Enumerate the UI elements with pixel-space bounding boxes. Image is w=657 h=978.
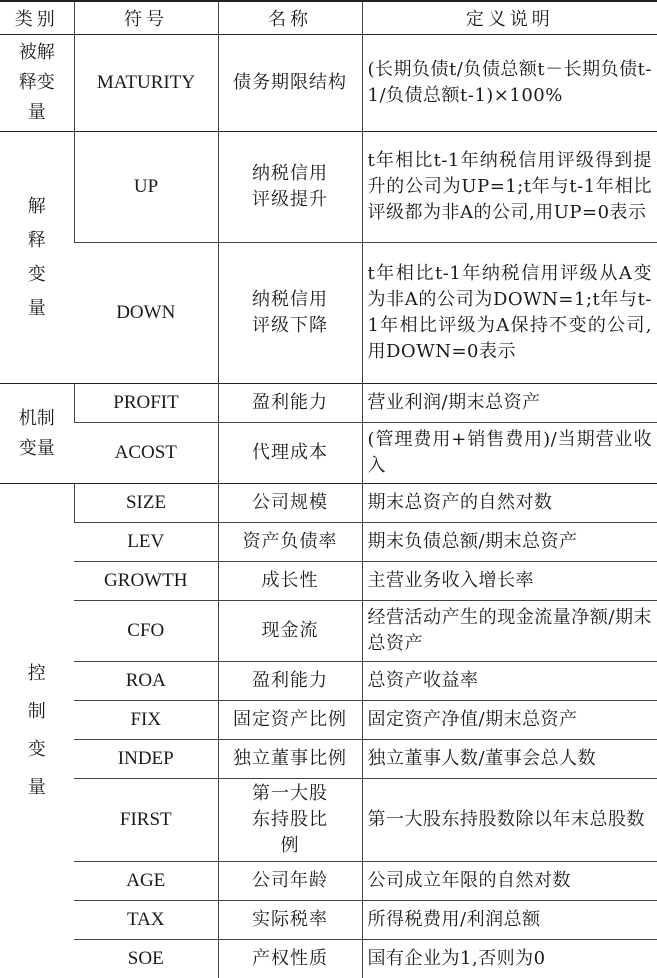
definition-cell: 所得税费用/利润总额 [362, 901, 657, 940]
symbol-cell: MATURITY [74, 35, 218, 132]
table-row [0, 862, 657, 901]
name-cell [218, 132, 362, 243]
name-cell: 成长性 [218, 562, 362, 601]
definition-cell: 公司成立年限的自然对数 [362, 862, 657, 901]
category-cell [0, 484, 74, 978]
symbol-cell: FIX [74, 701, 218, 740]
definition-cell: (管理费用+销售费用)/当期营业收入 [362, 423, 657, 484]
header-row [0, 1, 657, 35]
definition-cell: 期末总资产的自然对数 [362, 484, 657, 523]
name-text: 纳税信用评级下降 [247, 287, 333, 339]
table-body [0, 35, 657, 978]
symbol-cell: SOE [74, 940, 218, 978]
category-label: 控制变量 [27, 655, 47, 807]
table-row [0, 701, 657, 740]
symbol-cell: UP [74, 132, 218, 243]
name-text: 第一大股东持股比例 [243, 781, 337, 859]
name-cell: 代理成本 [218, 423, 362, 484]
category-label: 机制变量 [17, 404, 57, 464]
name-cell: 公司年龄 [218, 862, 362, 901]
category-cell [0, 384, 74, 484]
table-row [0, 35, 657, 132]
definition-cell: 国有企业为1,否则为0 [362, 940, 657, 978]
table-row [0, 523, 657, 562]
name-cell: 独立董事比例 [218, 740, 362, 779]
name-cell: 公司规模 [218, 484, 362, 523]
name-text: 纳税信用评级提升 [247, 161, 333, 213]
table-row [0, 423, 657, 484]
definition-cell: 期末负债总额/期末总资产 [362, 523, 657, 562]
table-row [0, 662, 657, 701]
table-row [0, 132, 657, 243]
symbol-cell: ACOST [74, 423, 218, 484]
name-cell [218, 243, 362, 384]
table-row [0, 562, 657, 601]
header-name: 名称 [218, 1, 362, 35]
definition-cell: 总资产收益率 [362, 662, 657, 701]
table-row [0, 243, 657, 384]
symbol-cell: INDEP [74, 740, 218, 779]
name-cell: 盈利能力 [218, 662, 362, 701]
symbol-cell: CFO [74, 601, 218, 662]
category-cell [0, 132, 74, 384]
definition-cell [362, 35, 657, 132]
definition-cell: 经营活动产生的现金流量净额/期末总资产 [362, 601, 657, 662]
name-cell [218, 779, 362, 862]
category-label: 解释变量 [27, 190, 47, 326]
symbol-cell: DOWN [74, 243, 218, 384]
symbol-cell: PROFIT [74, 384, 218, 423]
symbol-cell: FIRST [74, 779, 218, 862]
definition-cell: t年相比t-1年纳税信用评级从A变为非A的公司为DOWN=1;t年与t-1年相比评级为A保持不变的公司,用DOWN=0表示 [362, 243, 657, 384]
table-row [0, 740, 657, 779]
name-cell: 现金流 [218, 601, 362, 662]
symbol-cell: SIZE [74, 484, 218, 523]
table-row [0, 901, 657, 940]
table-row [0, 484, 657, 523]
category-cell [0, 35, 74, 132]
definition-cell: 固定资产净值/期末总资产 [362, 701, 657, 740]
name-cell: 产权性质 [218, 940, 362, 978]
definition-text: (长期负债t/负债总额t－长期负债t-1/负债总额t-1)×100% [368, 59, 653, 106]
category-label: 被解释变量 [17, 38, 57, 128]
name-cell: 盈利能力 [218, 384, 362, 423]
table-row [0, 779, 657, 862]
header-symbol: 符号 [74, 1, 218, 35]
symbol-cell: GROWTH [74, 562, 218, 601]
definition-cell: 独立董事人数/董事会总人数 [362, 740, 657, 779]
table-row [0, 601, 657, 662]
header-definition: 定义说明 [362, 1, 657, 35]
name-cell: 固定资产比例 [218, 701, 362, 740]
definition-cell: t年相比t-1年纳税信用评级得到提升的公司为UP=1;t年与t-1年相比评级都为非A的公司,用UP=0表示 [362, 132, 657, 243]
header-category: 类别 [0, 1, 74, 35]
table-row [0, 940, 657, 978]
name-cell: 债务期限结构 [218, 35, 362, 132]
definition-cell: 主营业务收入增长率 [362, 562, 657, 601]
symbol-cell: AGE [74, 862, 218, 901]
symbol-cell: LEV [74, 523, 218, 562]
symbol-cell: TAX [74, 901, 218, 940]
name-cell: 资产负债率 [218, 523, 362, 562]
symbol-cell: ROA [74, 662, 218, 701]
definition-cell: 营业利润/期末总资产 [362, 384, 657, 423]
definition-cell: 第一大股东持股数除以年末总股数 [362, 779, 657, 862]
table-row [0, 384, 657, 423]
name-cell: 实际税率 [218, 901, 362, 940]
